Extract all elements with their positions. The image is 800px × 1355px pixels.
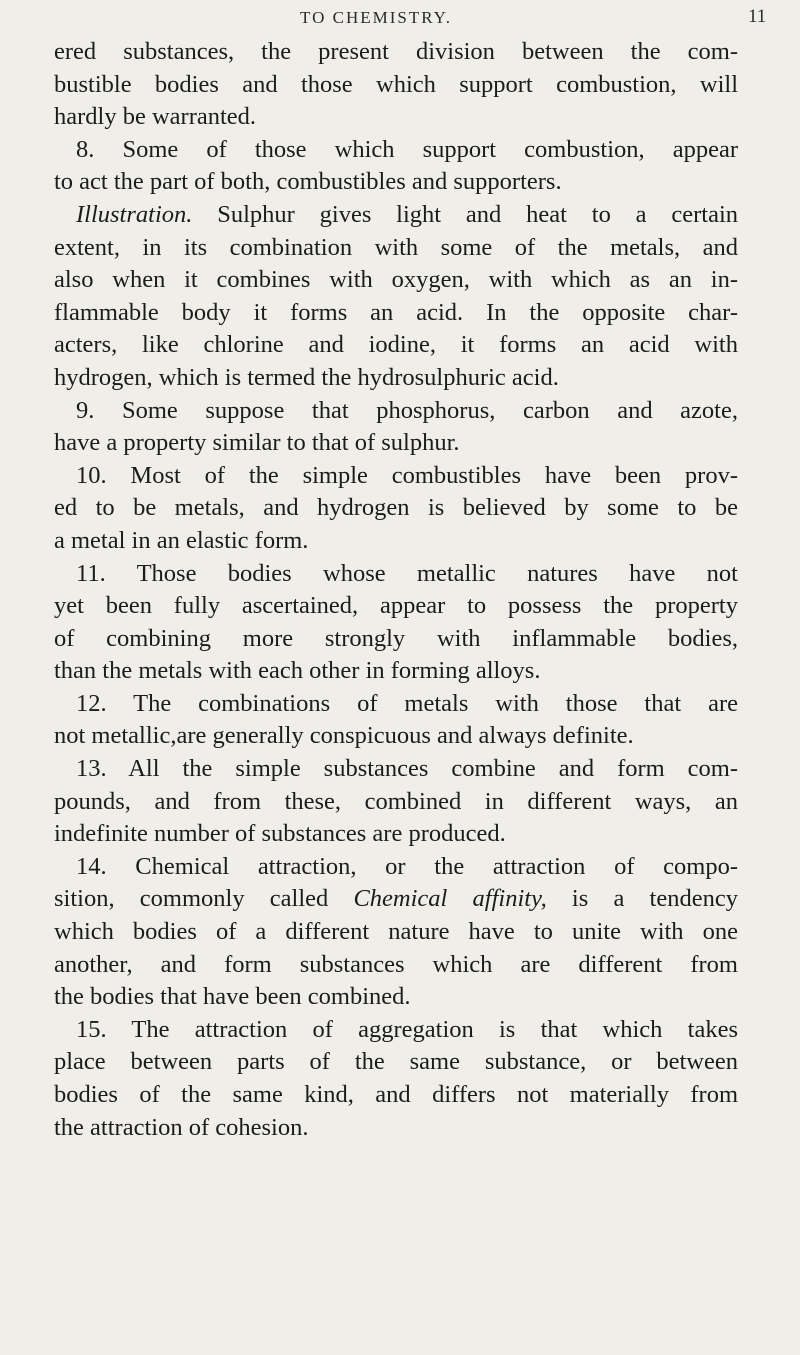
text-line: [54, 297, 738, 330]
text-line: [54, 36, 738, 69]
text-line: [54, 949, 738, 982]
line-text: 12. The combinations of metals with those that are: [76, 689, 738, 717]
text-line: [54, 232, 738, 265]
line-text-after: is a tendency: [546, 885, 738, 913]
line-text: not metallic,are generally conspicuous and always definite.: [54, 722, 634, 750]
line-text: 8. Some of those which support combustion, appear: [76, 135, 738, 163]
line-text: yet been fully ascertained, appear to possess the property: [54, 592, 738, 620]
line-text: than the metals with each other in forming alloys.: [54, 657, 541, 685]
text-line: [54, 655, 738, 688]
text-line: [54, 395, 738, 428]
text-line: [54, 1046, 738, 1079]
text-line: [54, 199, 738, 232]
body-text: [54, 36, 738, 1144]
italic-heading: Illustration.: [76, 200, 193, 228]
text-line: [54, 851, 738, 884]
text-line: [54, 818, 738, 851]
line-text: 9. Some suppose that phosphorus, carbon and azote,: [76, 396, 738, 424]
text-line: [54, 720, 738, 753]
line-text: 10. Most of the simple combustibles have been prov-: [76, 461, 738, 489]
text-line: [54, 1112, 738, 1145]
line-text: ered substances, the present division between the com-: [54, 38, 738, 65]
page-number: 11: [748, 6, 767, 27]
line-text: a metal in an elastic form.: [54, 526, 309, 554]
text-line: [54, 101, 738, 134]
text-line: [54, 623, 738, 656]
line-text: the bodies that have been combined.: [54, 983, 411, 1011]
line-text: the attraction of cohesion.: [54, 1113, 309, 1141]
text-line: [54, 264, 738, 297]
text-line: [54, 69, 738, 102]
text-line: [54, 688, 738, 721]
line-text: 13. All the simple substances combine and form com-: [76, 755, 738, 783]
text-line: [54, 558, 738, 591]
line-text: another, and form substances which are different from: [54, 950, 738, 978]
line-text: flammable body it forms an acid. In the opposite char-: [54, 298, 738, 326]
text-line: [54, 916, 738, 949]
line-text: also when it combines with oxygen, with which as an in-: [54, 266, 738, 294]
text-line: [54, 427, 738, 460]
text-line: [54, 1079, 738, 1112]
line-text: 11. Those bodies whose metallic natures have not: [76, 559, 738, 587]
line-text: extent, in its combination with some of the metals, and: [54, 233, 738, 261]
text-line: [54, 883, 738, 916]
running-head: TO CHEMISTRY.: [300, 8, 452, 27]
italic-term: Chemical affinity,: [353, 885, 547, 913]
line-text: of combining more strongly with inflammable bodies,: [54, 624, 738, 652]
text-line: [54, 753, 738, 786]
text-line: [54, 134, 738, 167]
text-line: [54, 590, 738, 623]
line-text: 14. Chemical attraction, or the attraction of compo-: [76, 852, 738, 880]
line-text: acters, like chlorine and iodine, it forms an acid with: [54, 331, 738, 359]
text-line: [54, 166, 738, 199]
line-text: 15. The attraction of aggregation is that which takes: [76, 1015, 738, 1043]
line-text: bodies of the same kind, and differs not materially from: [54, 1081, 738, 1108]
text-line: [54, 1014, 738, 1047]
text-line: [54, 981, 738, 1014]
line-text: have a property similar to that of sulphur.: [54, 429, 460, 457]
line-text: sition, commonly called: [54, 885, 354, 913]
text-line: [54, 786, 738, 819]
line-text: hydrogen, which is termed the hydrosulphuric acid.: [54, 363, 559, 391]
line-text: to act the part of both, combustibles and supporters.: [54, 168, 562, 196]
line-text: pounds, and from these, combined in different ways, an: [54, 787, 738, 815]
line-text: Sulphur gives light and heat to a certain: [192, 200, 738, 228]
text-line: [54, 329, 738, 362]
line-text: hardly be warranted.: [54, 103, 257, 131]
line-text: place between parts of the same substance, or between: [54, 1048, 738, 1076]
text-line: [54, 362, 738, 395]
line-text: bustible bodies and those which support combustion, will: [54, 70, 738, 98]
text-line: [54, 460, 738, 493]
line-text: which bodies of a different nature have to unite with one: [54, 918, 738, 946]
line-text: indefinite number of substances are produced.: [54, 820, 506, 848]
text-line: [54, 525, 738, 558]
line-text: ed to be metals, and hydrogen is believed by some to be: [54, 494, 738, 522]
text-line: [54, 492, 738, 525]
